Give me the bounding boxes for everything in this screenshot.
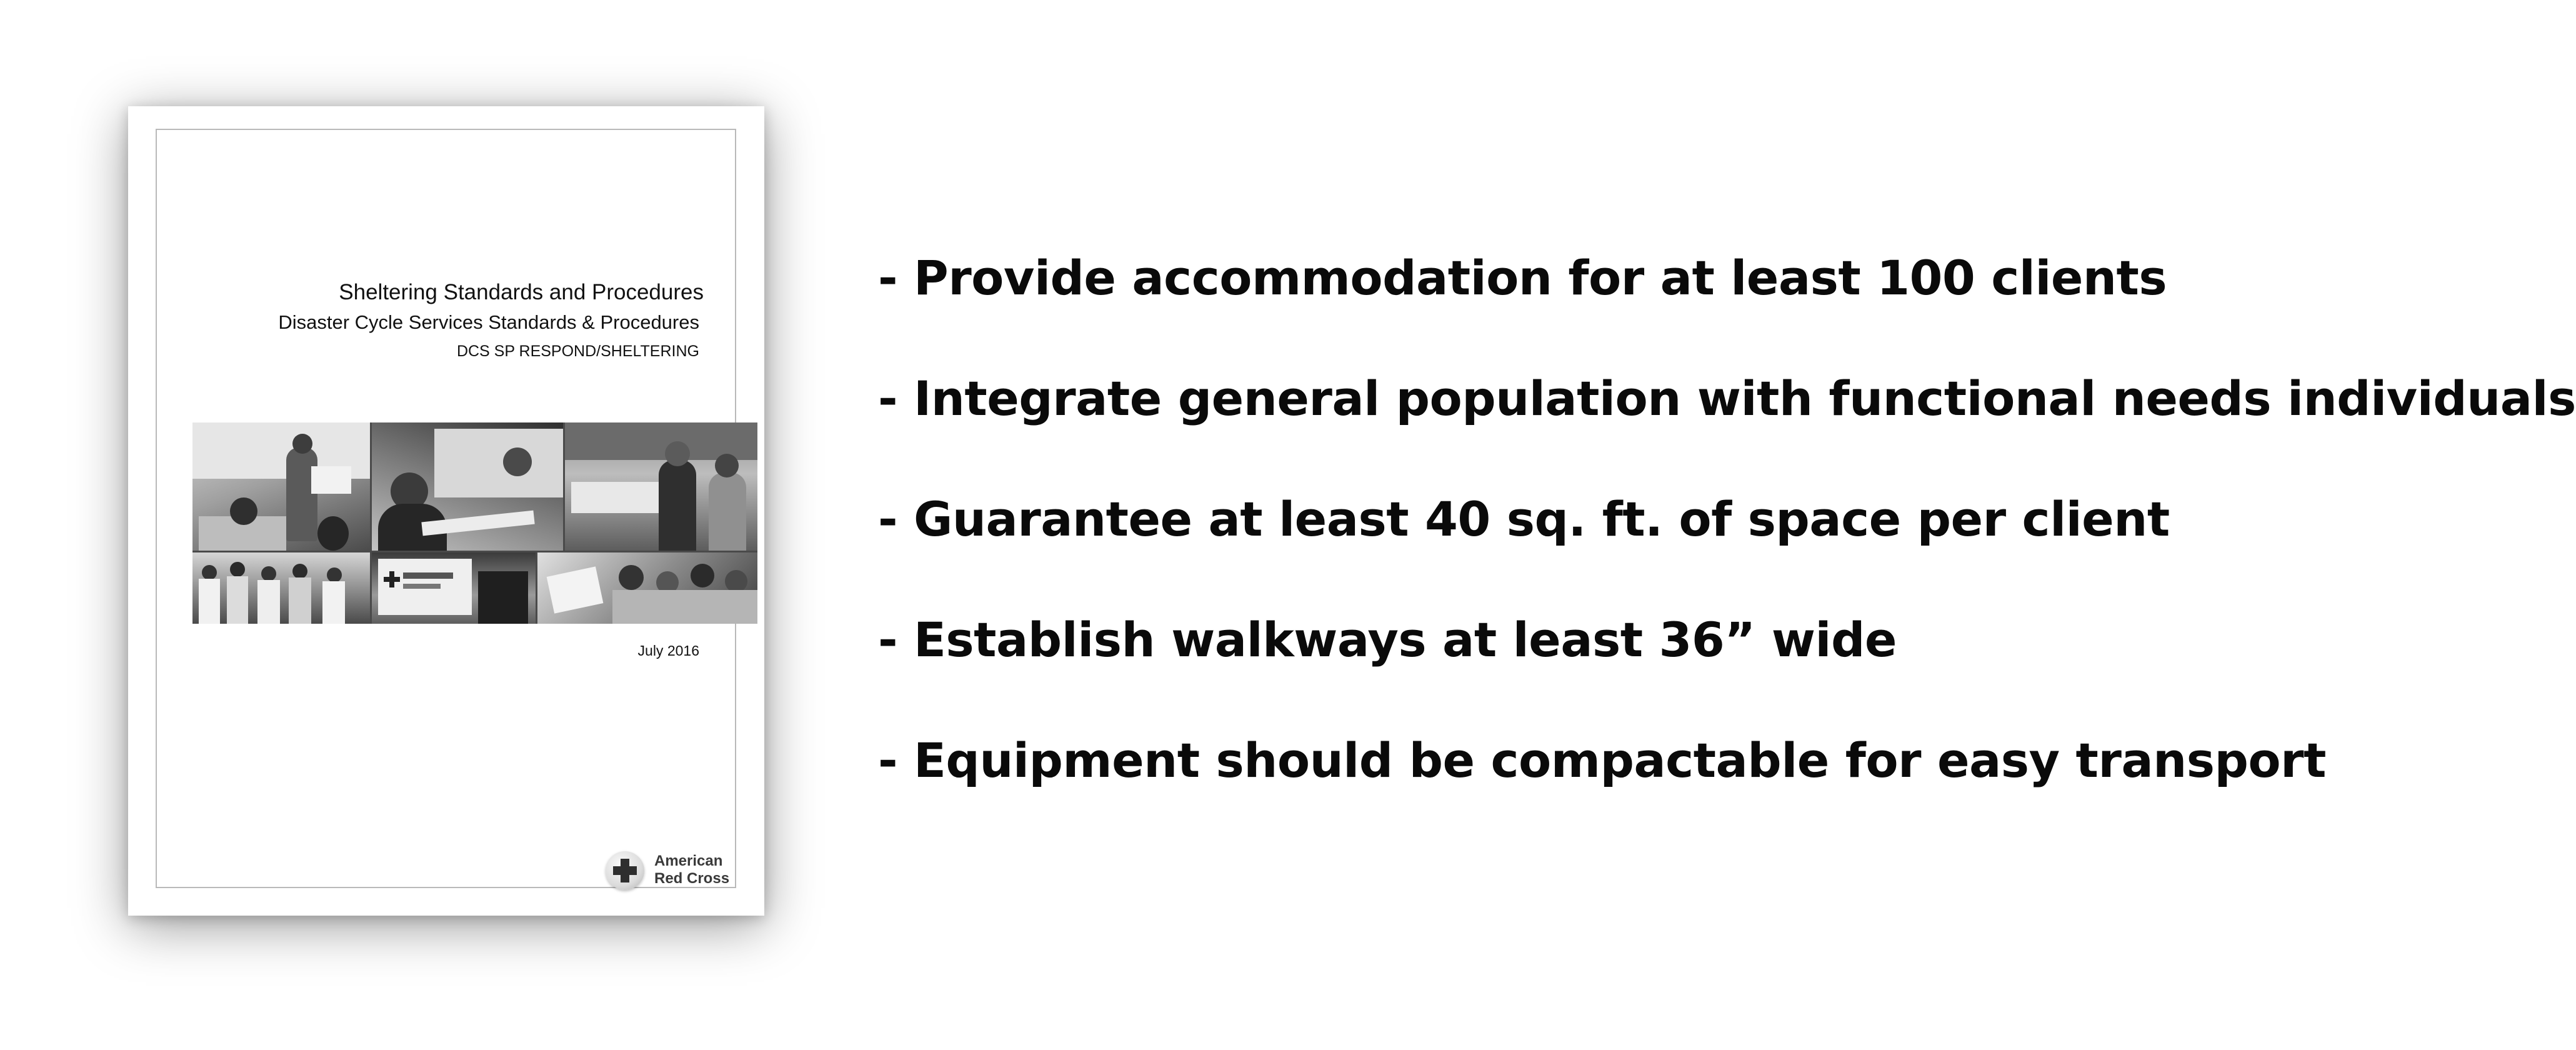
requirement-item: - Guarantee at least 40 sq. ft. of space per client — [878, 491, 2170, 547]
logo-text-line-1: American — [654, 852, 723, 869]
cover-document-code: DCS SP RESPOND/SHELTERING — [456, 342, 699, 360]
requirement-item: - Provide accommodation for at least 100 clients — [878, 250, 2167, 306]
requirement-item: - Establish walkways at least 36” wide — [878, 612, 1897, 668]
cover-title: Sheltering Standards and Procedures — [339, 280, 704, 304]
shelter-meeting-photo — [537, 552, 757, 624]
requirement-item: - Equipment should be compactable for easy transport — [878, 732, 2326, 788]
logo-text-line-2: Red Cross — [654, 870, 730, 887]
crowd-walking-photo — [192, 552, 370, 624]
requirement-item: - Integrate general population with functional needs individuals — [878, 371, 2576, 426]
report-cover — [128, 106, 764, 916]
american-red-cross-logo — [606, 846, 749, 896]
cover-date: July 2016 — [637, 642, 699, 659]
outdoor-distribution-photo — [565, 422, 757, 551]
cover-subtitle: Disaster Cycle Services Standards & Procedures — [278, 311, 699, 333]
volunteer-handshake-photo — [372, 422, 563, 551]
requirements-list — [878, 250, 2576, 853]
cover-photo-strip — [192, 422, 757, 624]
cover-frame — [156, 129, 736, 888]
red-cross-icon — [606, 851, 644, 890]
response-vehicle-photo — [372, 552, 536, 624]
classroom-photo — [192, 422, 370, 551]
